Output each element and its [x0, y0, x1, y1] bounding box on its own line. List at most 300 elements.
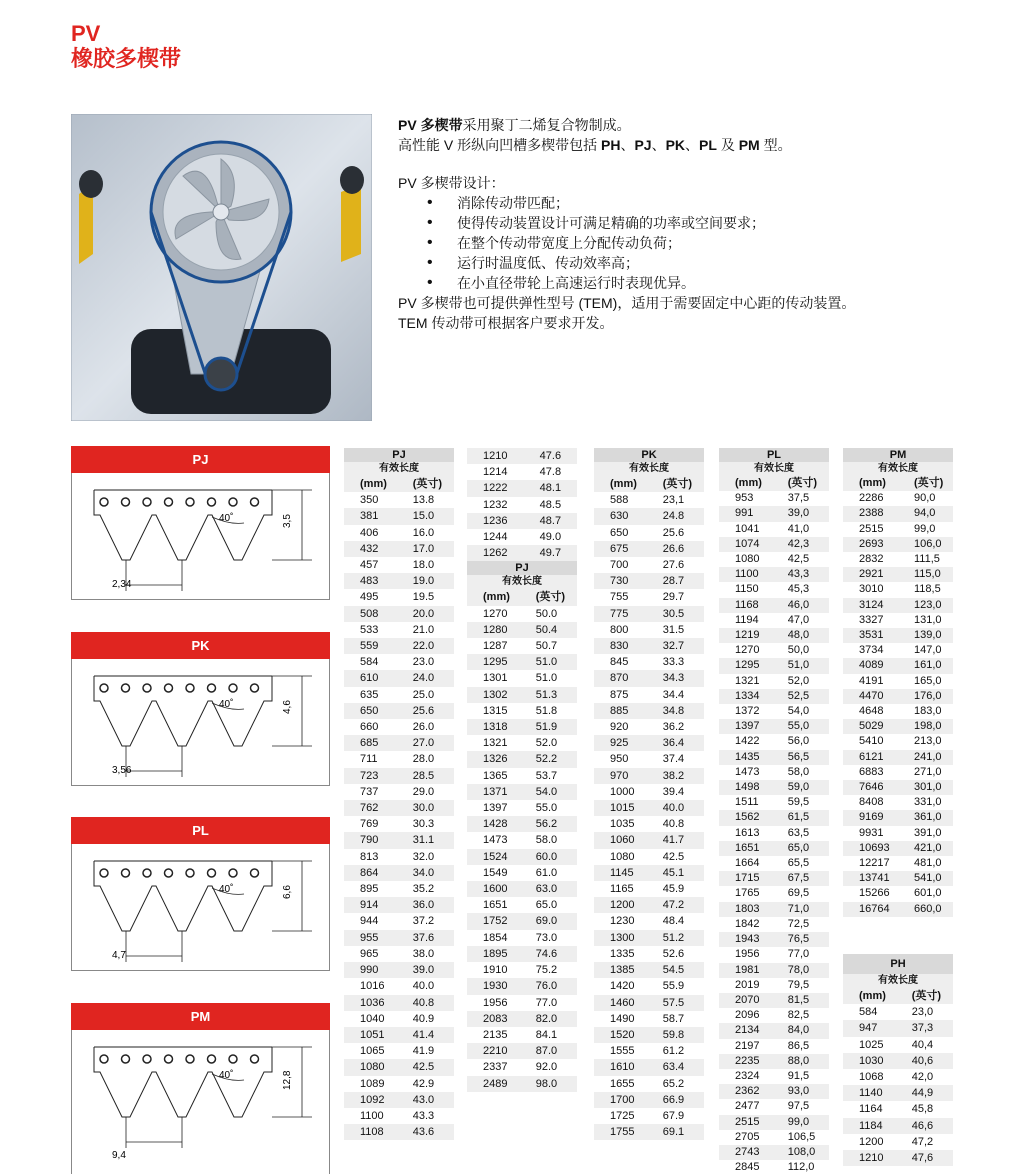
length-mm: 925 [594, 735, 649, 751]
table-row [594, 962, 704, 978]
length-inch: 34.8 [649, 703, 704, 719]
length-mm: 1232 [483, 498, 508, 511]
length-mm: 1210 [467, 448, 526, 464]
table-row [719, 598, 829, 613]
length-inch: 45.1 [649, 865, 704, 881]
length-mm: 2235 [719, 1054, 774, 1069]
units-row [467, 589, 577, 605]
table-row [344, 508, 454, 524]
length-inch: 42.5 [399, 1059, 454, 1075]
table-row [843, 567, 953, 582]
table-row [467, 719, 577, 735]
length-mm: 813 [360, 850, 379, 863]
inch-header: (英寸) [774, 476, 829, 491]
length-mm: 4470 [843, 689, 900, 704]
table-row [843, 674, 953, 689]
length-mm: 1610 [594, 1059, 649, 1075]
length-inch: 38.2 [649, 768, 704, 784]
angle-label: 40˚ [219, 884, 234, 895]
length-inch: 25.6 [399, 703, 454, 719]
belt-profile-outline [94, 1047, 272, 1117]
table-row [719, 978, 829, 993]
length-mm: 1165 [610, 883, 634, 896]
length-mm: 1300 [594, 930, 649, 946]
length-mm: 1168 [719, 598, 774, 613]
table-row [467, 670, 577, 686]
length-mm: 5029 [843, 719, 900, 734]
length-inch: 111,5 [913, 553, 940, 566]
table-title: PL [719, 448, 829, 462]
length-mm: 1725 [610, 1109, 635, 1122]
table-row [719, 506, 829, 521]
length-inch: 24.8 [649, 508, 704, 524]
table-row [344, 995, 454, 1011]
table-pk [594, 448, 704, 1140]
design-title: PV 多楔带设计： [398, 175, 505, 191]
table-row [719, 795, 829, 810]
length-inch: 42.5 [662, 850, 685, 863]
table-row [344, 1011, 454, 1027]
table-row [594, 1092, 704, 1108]
length-inch: 69.0 [522, 913, 577, 929]
length-mm: 350 [360, 494, 379, 507]
length-inch: 58.7 [662, 1012, 685, 1025]
length-mm: 1100 [360, 1109, 384, 1122]
length-inch: 66.9 [649, 1092, 704, 1108]
inch-header: (英寸) [399, 476, 454, 492]
table-row [843, 902, 953, 917]
units-row [344, 476, 454, 492]
bullet-item: • 在整个传动带宽度上分配传动负荷； [427, 233, 998, 253]
table-row [467, 654, 577, 670]
length-inch: 47.8 [539, 466, 562, 479]
length-inch: 15.0 [399, 508, 454, 524]
profile-pl [71, 817, 330, 971]
length-inch: 37.6 [399, 930, 454, 946]
table-subtitle: 有效长度 [594, 462, 704, 476]
length-inch: 32.0 [412, 850, 435, 863]
length-inch: 106,0 [900, 537, 953, 552]
length-inch: 112,0 [787, 1161, 815, 1174]
length-mm: 1100 [719, 567, 774, 582]
length-mm: 1842 [735, 917, 760, 930]
length-mm: 2489 [467, 1076, 522, 1092]
table-row [344, 1027, 454, 1043]
length-mm: 2743 [719, 1145, 774, 1160]
table-row [719, 491, 829, 506]
length-inch: 118,5 [913, 583, 941, 596]
table-row [344, 897, 454, 913]
length-mm: 2477 [735, 1100, 760, 1113]
height-label: 6,6 [282, 885, 293, 899]
length-inch: 65,5 [787, 857, 810, 870]
length-mm: 944 [360, 915, 379, 928]
table-row [719, 1084, 829, 1099]
length-mm: 1060 [594, 832, 649, 848]
length-inch: 39,0 [774, 506, 829, 521]
cord-circle [143, 684, 151, 692]
length-inch: 37,3 [898, 1020, 953, 1036]
table-row [719, 1054, 829, 1069]
length-mm: 10693 [843, 841, 900, 856]
table-row [467, 513, 577, 529]
table-pj-1 [344, 448, 454, 1140]
cord-circle [165, 1055, 173, 1063]
table-row [719, 567, 829, 582]
length-inch: 54.5 [649, 962, 704, 978]
cord-circle [186, 869, 194, 877]
table-row [467, 881, 577, 897]
length-mm: 675 [594, 541, 649, 557]
length-inch: 75.2 [535, 964, 558, 977]
profile-title: PK [71, 632, 330, 659]
cord-circle [229, 869, 237, 877]
table-row [467, 606, 577, 622]
table-row [344, 492, 454, 508]
length-mm: 755 [610, 591, 629, 604]
table-row [719, 522, 829, 537]
cord-circle [100, 498, 108, 506]
table-row [719, 1039, 829, 1054]
length-inch: 23,1 [662, 494, 685, 507]
length-inch: 76,5 [774, 932, 829, 947]
length-inch: 40.8 [399, 995, 454, 1011]
length-mm: 1956 [735, 948, 760, 961]
length-inch: 40.9 [412, 1012, 435, 1025]
table-row [594, 589, 704, 605]
intro-line2-start: 高性能 V 形纵向凹槽多楔带包括 [398, 137, 602, 153]
table-row [719, 704, 829, 719]
table-row [467, 529, 577, 545]
length-inch: 31.5 [662, 623, 685, 636]
table-row [467, 464, 577, 480]
table-row [719, 1023, 829, 1038]
length-mm: 1428 [467, 816, 522, 832]
table-ph [843, 954, 953, 1166]
table-row [467, 638, 577, 654]
height-label: 4,6 [282, 700, 293, 714]
length-inch: 65.0 [535, 899, 558, 912]
length-inch: 43,3 [774, 567, 829, 582]
length-mm: 947 [843, 1020, 898, 1036]
length-inch: 98.0 [522, 1076, 577, 1092]
table-row [467, 1059, 577, 1075]
length-mm: 1655 [610, 1077, 635, 1090]
table-row [594, 1043, 704, 1059]
length-inch: 271,0 [913, 765, 942, 778]
length-inch: 51.9 [522, 719, 577, 735]
table-row [467, 768, 577, 784]
type-pm: PM [738, 137, 760, 153]
units-row [843, 988, 953, 1004]
length-inch: 65,0 [774, 841, 829, 856]
cord-circle [229, 1055, 237, 1063]
mm-header: (mm) [843, 988, 898, 1004]
length-mm: 650 [344, 703, 399, 719]
table-row [594, 946, 704, 962]
table-row [344, 638, 454, 654]
length-inch: 26.6 [649, 541, 704, 557]
length-inch: 50,0 [787, 644, 810, 657]
table-row [594, 978, 704, 994]
table-row [344, 962, 454, 978]
length-inch: 51.0 [522, 654, 577, 670]
length-inch: 18.0 [412, 559, 435, 572]
length-inch: 115,0 [900, 567, 953, 582]
table-row [344, 557, 454, 573]
sep: 、 [685, 137, 700, 153]
length-inch: 24.0 [399, 670, 454, 686]
length-inch: 74.6 [522, 946, 577, 962]
length-inch: 49.7 [526, 545, 577, 561]
length-inch: 26.0 [412, 721, 435, 734]
length-mm: 1230 [610, 915, 635, 928]
table-row [719, 1008, 829, 1023]
length-mm: 2019 [735, 978, 760, 991]
length-inch: 76.0 [522, 978, 577, 994]
table-row [719, 537, 829, 552]
length-mm: 1089 [360, 1077, 385, 1090]
length-mm: 1068 [859, 1071, 884, 1084]
table-row [843, 582, 953, 597]
length-mm: 1321 [735, 674, 760, 687]
profile-drawing [72, 473, 329, 599]
length-inch: 25.6 [662, 526, 685, 539]
length-mm: 790 [344, 832, 399, 848]
length-mm: 495 [360, 591, 379, 604]
length-inch: 36.4 [649, 735, 704, 751]
length-inch: 63,5 [787, 826, 810, 839]
profile-title: PM [71, 1003, 330, 1030]
length-inch: 67.9 [662, 1109, 685, 1122]
length-mm: 1222 [467, 480, 526, 496]
length-mm: 1420 [610, 980, 635, 993]
table-row [719, 917, 829, 932]
length-inch: 45.9 [662, 883, 685, 896]
table-row [467, 1027, 577, 1043]
table-row [467, 545, 577, 561]
length-inch: 86,5 [787, 1039, 810, 1052]
table-row [719, 1069, 829, 1084]
table-title: PM [843, 448, 953, 462]
table-row [719, 871, 829, 886]
length-mm: 1765 [735, 887, 760, 900]
length-mm: 1270 [483, 607, 508, 620]
belt-cross-section [94, 1047, 312, 1148]
length-inch: 361,0 [900, 810, 953, 825]
length-mm: 610 [344, 670, 399, 686]
table-row [719, 643, 829, 658]
length-mm: 6883 [859, 765, 884, 778]
length-mm: 730 [594, 573, 649, 589]
table-row [843, 871, 953, 886]
intro-bold-name: PV 多楔带 [398, 117, 463, 133]
mm-header: (mm) [344, 476, 399, 492]
length-inch: 99,0 [913, 522, 936, 535]
length-mm: 1287 [483, 640, 508, 653]
length-mm: 1080 [344, 1059, 399, 1075]
length-inch: 481,0 [913, 857, 942, 870]
table-row [594, 881, 704, 897]
length-inch: 17.0 [399, 541, 454, 557]
length-inch: 58.0 [535, 834, 558, 847]
units-row [843, 476, 953, 491]
length-inch: 48.7 [526, 513, 577, 529]
length-mm: 2070 [719, 993, 774, 1008]
length-mm: 1295 [467, 654, 522, 670]
length-inch: 88,0 [774, 1054, 829, 1069]
length-mm: 991 [719, 506, 774, 521]
length-inch: 147,0 [913, 644, 942, 657]
length-mm: 1895 [467, 946, 522, 962]
pitch-dimension [126, 931, 182, 962]
table-pj-2 [467, 448, 577, 1092]
length-mm: 3327 [859, 613, 884, 626]
length-inch: 28.0 [412, 753, 435, 766]
mm-header: (mm) [467, 589, 522, 605]
table-row [594, 654, 704, 670]
length-inch: 65.2 [662, 1077, 685, 1090]
length-mm: 1371 [467, 784, 522, 800]
length-inch: 52,0 [787, 674, 810, 687]
units-row [594, 476, 704, 492]
length-inch: 57.5 [649, 995, 704, 1011]
length-inch: 73.0 [535, 931, 558, 944]
page-heading [71, 22, 181, 71]
profile-drawing [72, 659, 329, 785]
cord-circle [143, 869, 151, 877]
length-inch: 331,0 [913, 796, 942, 809]
table-row [467, 480, 577, 496]
table-row [719, 750, 829, 765]
type-pl: PL [699, 137, 717, 153]
table-row [344, 751, 454, 767]
length-inch: 108,0 [774, 1145, 829, 1160]
length-mm: 3010 [859, 583, 884, 596]
table-row [467, 735, 577, 751]
length-mm: 1262 [467, 545, 526, 561]
table-row [594, 1124, 704, 1140]
length-mm: 13741 [843, 871, 900, 886]
length-inch: 49.0 [539, 531, 562, 544]
length-mm: 914 [344, 897, 399, 913]
inch-header: (英寸) [900, 476, 953, 491]
length-mm: 16764 [843, 902, 900, 917]
length-mm: 1210 [843, 1150, 898, 1166]
table-row [843, 613, 953, 628]
length-inch: 165,0 [913, 674, 942, 687]
length-mm: 1613 [735, 826, 760, 839]
table-row [594, 719, 704, 735]
length-inch: 31.1 [399, 832, 454, 848]
length-mm: 1549 [483, 866, 508, 879]
length-table [344, 476, 454, 1140]
table-row [467, 703, 577, 719]
profile-pk [71, 632, 330, 786]
length-mm: 1219 [719, 628, 774, 643]
length-mm: 4089 [843, 658, 900, 673]
length-mm: 1555 [610, 1045, 635, 1058]
cord-circle [165, 684, 173, 692]
length-table [594, 476, 704, 1140]
length-inch: 54,0 [787, 705, 810, 718]
length-inch: 56.2 [522, 816, 577, 832]
pitch-dimension [126, 560, 182, 591]
table-row [467, 946, 577, 962]
length-mm: 1700 [594, 1092, 649, 1108]
length-mm: 711 [360, 753, 378, 766]
pitch-label: 4,7 [112, 950, 126, 961]
length-inch: 19.5 [412, 591, 435, 604]
table-row [594, 1011, 704, 1027]
length-inch: 84.1 [535, 1028, 558, 1041]
length-mm: 630 [594, 508, 649, 524]
length-inch: 77.0 [535, 996, 558, 1009]
length-mm: 1334 [719, 689, 774, 704]
length-mm: 990 [344, 962, 399, 978]
length-inch: 40.0 [412, 980, 435, 993]
table-title: PJ [467, 561, 577, 575]
length-mm: 1080 [735, 553, 760, 566]
length-mm: 1651 [719, 841, 774, 856]
table-row [467, 832, 577, 848]
length-mm: 5410 [859, 735, 884, 748]
table-row [344, 1124, 454, 1140]
length-mm: 12217 [859, 857, 890, 870]
length-mm: 1910 [483, 964, 508, 977]
length-mm: 800 [610, 623, 629, 636]
length-table [843, 476, 953, 917]
length-mm: 584 [859, 1006, 878, 1019]
length-inch: 50.4 [522, 622, 577, 638]
length-mm: 2515 [719, 1115, 774, 1130]
table-row [719, 856, 829, 871]
table-row [843, 491, 953, 506]
table-row [467, 930, 577, 946]
table-row [843, 795, 953, 810]
table-row [594, 1076, 704, 1092]
length-mm: 1194 [735, 613, 759, 626]
length-inch: 29.7 [662, 591, 685, 604]
length-mm: 1200 [859, 1135, 884, 1148]
table-row [344, 784, 454, 800]
cord-circle [122, 869, 130, 877]
length-mm: 2705 [735, 1130, 760, 1143]
table-row [344, 606, 454, 622]
heading-line1: PV [71, 21, 101, 46]
table-row [344, 865, 454, 881]
length-table [719, 476, 829, 1175]
length-mm: 1981 [719, 963, 774, 978]
table-row [344, 703, 454, 719]
cord-circle [122, 498, 130, 506]
length-inch: 41.4 [399, 1027, 454, 1043]
length-mm: 381 [344, 508, 399, 524]
length-inch: 28.7 [649, 573, 704, 589]
table-row [843, 506, 953, 521]
length-mm: 2832 [859, 553, 884, 566]
length-inch: 660,0 [900, 902, 953, 917]
length-mm: 1397 [483, 802, 508, 815]
pitch-label: 3,56 [112, 765, 132, 776]
cord-circle [251, 1055, 259, 1063]
length-mm: 769 [360, 818, 379, 831]
length-mm: 533 [360, 623, 379, 636]
table-row [719, 963, 829, 978]
length-mm: 584 [360, 656, 379, 669]
length-inch: 213,0 [913, 735, 942, 748]
table-row [719, 780, 829, 795]
